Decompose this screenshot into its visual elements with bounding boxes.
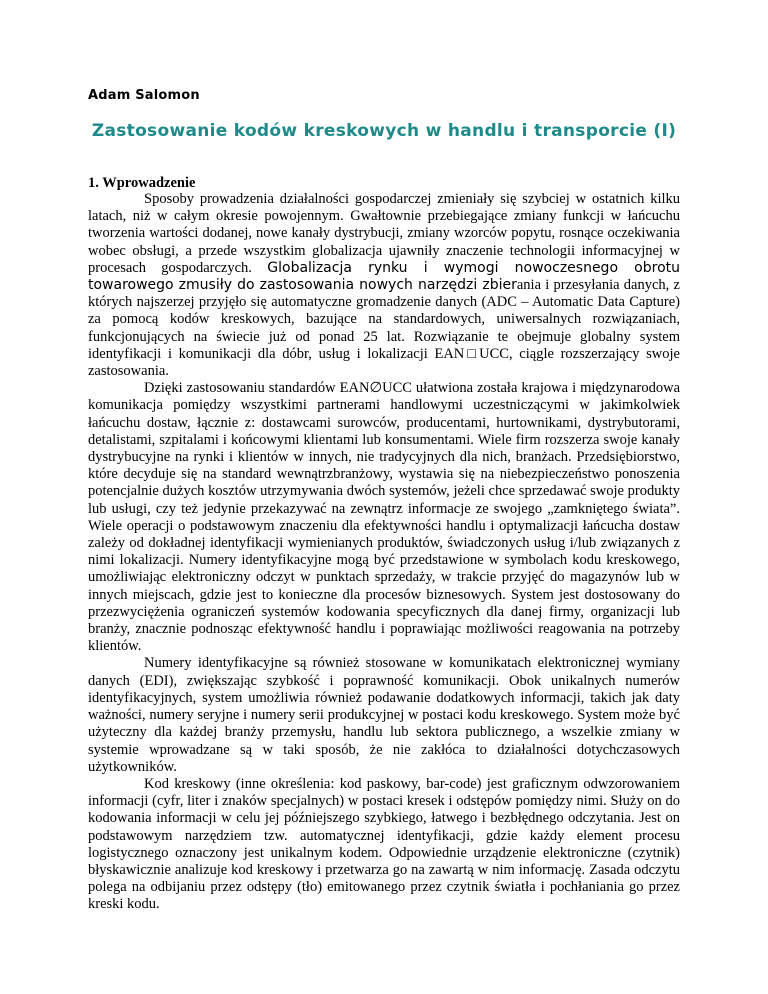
paragraph-1	[88, 191, 680, 380]
article-title: Zastosowanie kodów kreskowych w handlu i transporcie (I)	[91, 121, 677, 141]
paragraph-1-part-b: Globalizacja rynku i wymogi nowoczesnego obrotu towarowego zmusiły do zastosowania nowych narzędzi zbier	[88, 259, 681, 294]
article-body	[88, 191, 680, 914]
paragraph-3: Numery identyfikacyjne są również stosowane w komunikatach elektronicznej wymiany danych (EDI), zwiększając szybkość i poprawność komunikacji. Obok unikalnych numerów identyfikacyjnych, system umożliwia również podawanie dodatkowych informacji, takich jak daty ważności, numery seryjne i numery serii produkcyjnej w postaci kodu kreskowego. System może być użyteczny dla każdej branży przemysłu, handlu lub sektora publicznego, a wszelkie zmiany w systemie wprowadzane są w taki sposób, że nie zakłóca to działalności dotychczasowych użytkowników.	[88, 655, 680, 775]
paragraph-2: Dzięki zastosowaniu standardów EAN∅UCC ułatwiona została krajowa i międzynarodowa komunikacja pomiędzy wszystkimi partnerami handlowymi uczestniczącymi w jakimkolwiek łańcuchu dostaw, łącznie z: dostawcami surowców, producentami, hurtownikami, dystrybutorami, detalistami, szpitalami i końcowymi klientami lub konsumentami. Wiele firm rozszerza swoje kanały dystrybucyjne na rynki i klientów w innych, nie tradycyjnych dla nich, branżach. Przedsiębiorstwo, które decyduje się na standard wewnątrzbranżowy, wystawia się na niebezpieczeństwo ponoszenia potencjalnie dużych kosztów utrzymywania dwóch systemów, jeżeli chce sprzedawać swoje produkty lub usługi, czy też jedynie przekazywać na zewnątrz informacje ze swojego „zamkniętego świata”. Wiele operacji o podstawowym znaczeniu dla efektywności handlu i optymalizacji łańcucha dostaw zależy od dokładnej identyfikacji wymienianych produktów, świadczonych usług i/lub związanych z nimi lokalizacji. Numery identyfikacyjne mogą być przedstawione w symbolach kodu kreskowego, umożliwiając elektroniczny odczyt w punktach sprzedaży, w trakcie przyjęć do magazynów lub w innych miejscach, gdzie jest to konieczne dla procesów biznesowych. System jest dostosowany do przezwyciężenia ograniczeń systemów kodowania specyficznych dla danej firmy, organizacji lub branży, znacznie podnosząc efektywność handlu i poprawiając możliwości reagowania na potrzeby klientów.	[88, 380, 680, 655]
paragraph-1-part-c: ania i przesyłania danych, z których najszerzej przyjęło się automatyczne gromadzenie danych (ADC – Automatic Data Capture) za pomocą kodów kreskowych, bazujące na standardowych, uniwersalnych rozwiązaniach, funkcjonujących na świecie już od ponad 25 lat. Rozwiązanie te obejmuje globalny system identyfikacji i komunikacji dla dóbr, usług i lokalizacji EAN□UCC, ciągle rozszerzający swoje zastosowania.	[88, 277, 680, 380]
author-name: Adam Salomon	[88, 88, 200, 103]
paragraph-4: Kod kreskowy (inne określenia: kod paskowy, bar-code) jest graficznym odwzorowaniem informacji (cyfr, liter i znaków specjalnych) w postaci kresek i odstępów pomiędzy nimi. Służy on do kodowania informacji w celu jej późniejszego szybkiego, łatwego i bezbłędnego odczytania. Jest on podstawowym narzędziem tzw. automatycznej identyfikacji, gdzie każdy element procesu logistycznego oznaczony jest unikalnym kodem. Odpowiednie urządzenie elektroniczne (czytnik) błyskawicznie analizuje kod kreskowy i przetwarza go na zawartą w nim informację. Zasada odczytu polega na odbijaniu przez odstępy (tło) emitowanego przez czytnik światła i pochłaniania go przez kreski kodu.	[88, 775, 680, 913]
paragraph-1-part-a: Sposoby prowadzenia działalności gospodarczej zmieniały się szybciej w ostatnich kilku latach, niż w całym okresie powojennym. Gwałtownie przebiegające zmiany funkcji w łańcuchu tworzenia wartości dodanej, nowe kanały dystrybucji, zmiany wzorców popytu, rosnące oczekiwania wobec obsługi, a przede wszystkim globalizacja ujawniły znaczenie technologii informacyjnej w procesach gospodarczych.	[88, 191, 680, 276]
section-heading: 1. Wprowadzenie	[88, 175, 196, 191]
